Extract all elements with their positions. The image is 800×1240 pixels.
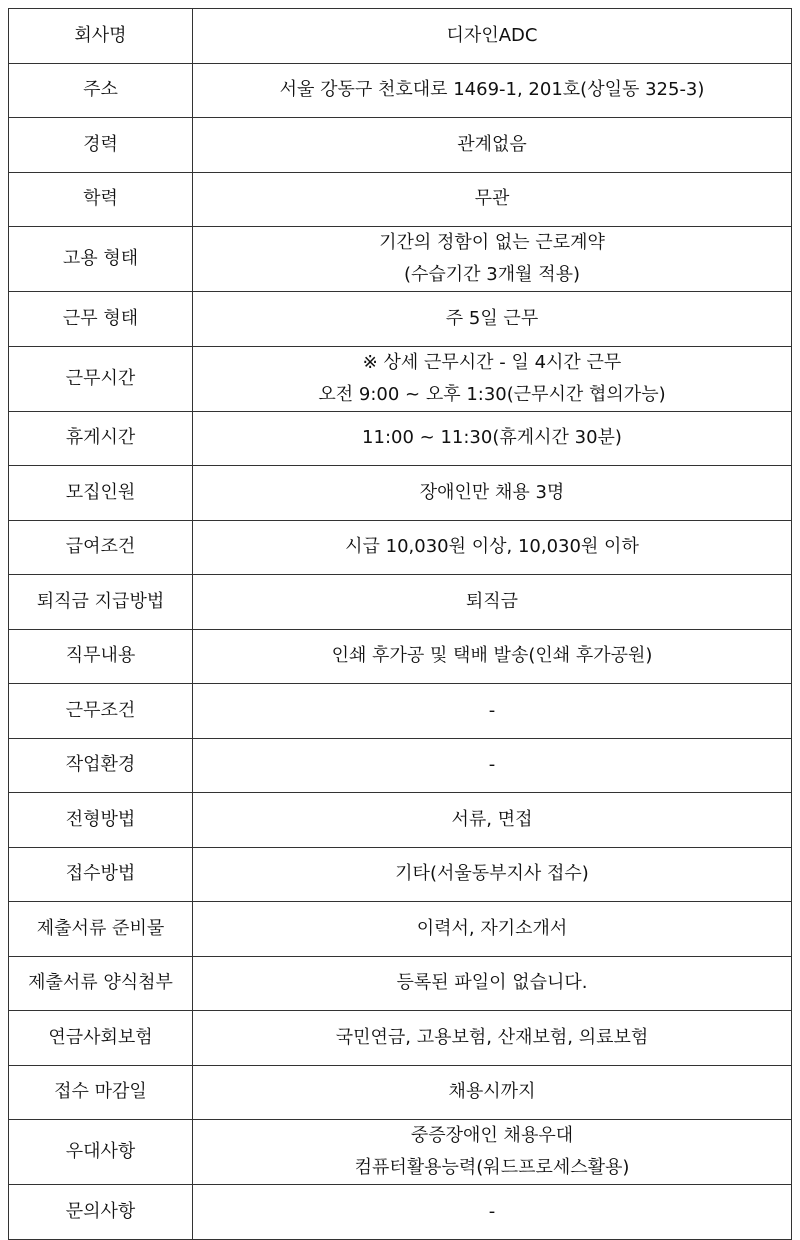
table-row: [9, 1185, 792, 1240]
row-label: 급여조건: [9, 520, 193, 575]
row-value-line: 무관: [474, 188, 510, 210]
row-value-line: 인쇄 후가공 및 택배 발송(인쇄 후가공원): [331, 645, 653, 667]
row-value-line: 등록된 파일이 없습니다.: [396, 972, 588, 994]
row-value-line: 퇴직금: [465, 590, 519, 612]
row-value-line: 11:00 ~ 11:30(휴게시간 30분): [362, 427, 622, 449]
row-value-line: -: [488, 1200, 496, 1222]
row-label: 문의사항: [9, 1185, 193, 1240]
row-value-line: 주 5일 근무: [445, 307, 539, 329]
row-label: 우대사항: [9, 1120, 193, 1185]
row-value: [193, 847, 792, 902]
row-value-line: 이력서, 자기소개서: [416, 917, 568, 939]
row-value: [193, 902, 792, 957]
row-value-line: (수습기간 3개월 적용): [403, 264, 581, 285]
row-label: 회사명: [9, 9, 193, 64]
row-value-line: 디자인ADC: [446, 24, 538, 46]
table-row: [9, 346, 792, 411]
row-label: 접수 마감일: [9, 1065, 193, 1120]
row-value-line: 채용시까지: [448, 1081, 536, 1103]
row-label: 경력: [9, 118, 193, 173]
row-label: 연금사회보험: [9, 1011, 193, 1066]
row-value: [193, 172, 792, 227]
row-value-line: 관계없음: [457, 133, 527, 155]
table-row: [9, 575, 792, 630]
row-value: [193, 1185, 792, 1240]
row-value: [193, 629, 792, 684]
row-label: 접수방법: [9, 847, 193, 902]
row-value-line: 장애인만 채용 3명: [419, 481, 565, 503]
table-body: [9, 9, 792, 1240]
row-label: 제출서류 양식첨부: [9, 956, 193, 1011]
row-label: 근무시간: [9, 346, 193, 411]
row-value-line: 중증장애인 채용우대: [410, 1125, 574, 1146]
row-label: 주소: [9, 63, 193, 118]
row-value: [193, 227, 792, 292]
row-label: 직무내용: [9, 629, 193, 684]
row-value: [193, 292, 792, 347]
row-value: [193, 118, 792, 173]
table-row: [9, 411, 792, 466]
row-value: [193, 1065, 792, 1120]
row-value: [193, 738, 792, 793]
row-value-line: 기타(서울동부지사 접수): [395, 863, 589, 885]
row-value: [193, 1011, 792, 1066]
table-row: [9, 847, 792, 902]
row-label: 모집인원: [9, 466, 193, 521]
table-row: [9, 63, 792, 118]
row-value: [193, 63, 792, 118]
row-value: [193, 9, 792, 64]
row-value: [193, 466, 792, 521]
row-value: [193, 684, 792, 739]
row-label: 근무조건: [9, 684, 193, 739]
row-value: [193, 793, 792, 848]
table-row: [9, 9, 792, 64]
table-row: [9, 629, 792, 684]
row-value-line: 국민연금, 고용보험, 산재보험, 의료보험: [335, 1026, 649, 1048]
row-value: [193, 956, 792, 1011]
row-value: [193, 1120, 792, 1185]
row-value-line: 기간의 정함이 없는 근로계약: [379, 232, 605, 253]
table-row: [9, 902, 792, 957]
row-label: 휴게시간: [9, 411, 193, 466]
table-row: [9, 684, 792, 739]
row-value-line: -: [488, 699, 496, 721]
job-posting-table: [8, 8, 792, 1240]
table-row: [9, 738, 792, 793]
row-value-line: 컴퓨터활용능력(워드프로세스활용): [354, 1157, 630, 1178]
table-row: [9, 956, 792, 1011]
table-row: [9, 172, 792, 227]
row-label: 제출서류 준비물: [9, 902, 193, 957]
row-label: 전형방법: [9, 793, 193, 848]
row-label: 작업환경: [9, 738, 193, 793]
row-value-line: -: [488, 754, 496, 776]
row-value-line: ※ 상세 근무시간 - 일 4시간 근무: [362, 351, 622, 373]
row-value-line: 오전 9:00 ~ 오후 1:30(근무시간 협의가능): [318, 383, 666, 405]
row-value-line: 서류, 면접: [451, 808, 533, 830]
table-row: [9, 1120, 792, 1185]
row-value: [193, 520, 792, 575]
row-value: [193, 411, 792, 466]
row-label: 고용 형태: [9, 227, 193, 292]
row-label: 학력: [9, 172, 193, 227]
table-row: [9, 1065, 792, 1120]
row-value: [193, 575, 792, 630]
row-value-line: 서울 강동구 천호대로 1469-1, 201호(상일동 325-3): [279, 79, 705, 101]
row-label: 퇴직금 지급방법: [9, 575, 193, 630]
table-row: [9, 292, 792, 347]
row-label: 근무 형태: [9, 292, 193, 347]
table-row: [9, 466, 792, 521]
row-value-line: 시급 10,030원 이상, 10,030원 이하: [345, 536, 639, 558]
table-row: [9, 118, 792, 173]
row-value: [193, 346, 792, 411]
table-row: [9, 793, 792, 848]
table-row: [9, 1011, 792, 1066]
table-row: [9, 227, 792, 292]
table-row: [9, 520, 792, 575]
